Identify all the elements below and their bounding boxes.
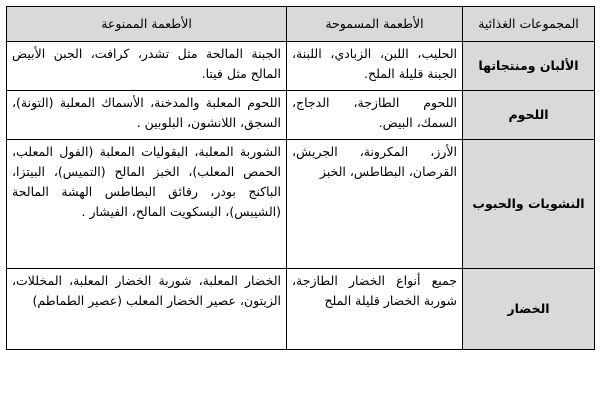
forbidden-cell-vegetables: الخضار المعلبة، شوربة الخضار المعلبة، المخللات، الزيتون، عصير الخضار المعلب (عصير الطماطم) [7, 269, 287, 350]
group-cell-dairy: الألبان ومنتجاتها [463, 42, 595, 91]
table-header-row [7, 7, 595, 42]
group-cell-meat: اللحوم [463, 91, 595, 140]
forbidden-cell-starches: الشوربة المعلبة، البقوليات المعلبة (الفول المعلب، الحمص المعلب)، الخبز المالح (التميس)، البيتزا، الباكنج بودر، رقائق البطاطس الهشة المالحة (الشيبس)، البسكويت المالح، الفيشار . [7, 140, 287, 269]
table-row [7, 269, 595, 350]
table-row [7, 91, 595, 140]
table-row [7, 42, 595, 91]
allowed-cell-vegetables: جميع أنواع الخضار الطازجة، شوربة الخضار قليلة الملح [287, 269, 463, 350]
allowed-cell-dairy: الحليب، اللبن، الزبادي، اللبنة، الجبنة قليلة الملح. [287, 42, 463, 91]
forbidden-cell-dairy: الجبنة المالحة مثل تشدر، كرافت، الجبن الأبيض المالح مثل فيتا. [7, 42, 287, 91]
header-allowed-foods: الأطعمة المسموحة [287, 7, 463, 42]
forbidden-cell-meat: اللحوم المعلبة والمدخنة، الأسماك المعلبة (التونة)، السجق، اللانشون، البلوبين . [7, 91, 287, 140]
allowed-cell-starches: الأرز، المكرونة، الجريش، القرصان، البطاطس، الخبز [287, 140, 463, 269]
diet-table-frame [6, 6, 594, 394]
allowed-cell-meat: اللحوم الطازجة، الدجاج، السمك، البيض. [287, 91, 463, 140]
header-food-groups: المجموعات الغذائية [463, 7, 595, 42]
food-groups-table [6, 6, 595, 350]
group-cell-starches: النشويات والحبوب [463, 140, 595, 269]
group-cell-vegetables: الخضار [463, 269, 595, 350]
header-forbidden-foods: الأطعمة الممنوعة [7, 7, 287, 42]
table-row [7, 140, 595, 269]
